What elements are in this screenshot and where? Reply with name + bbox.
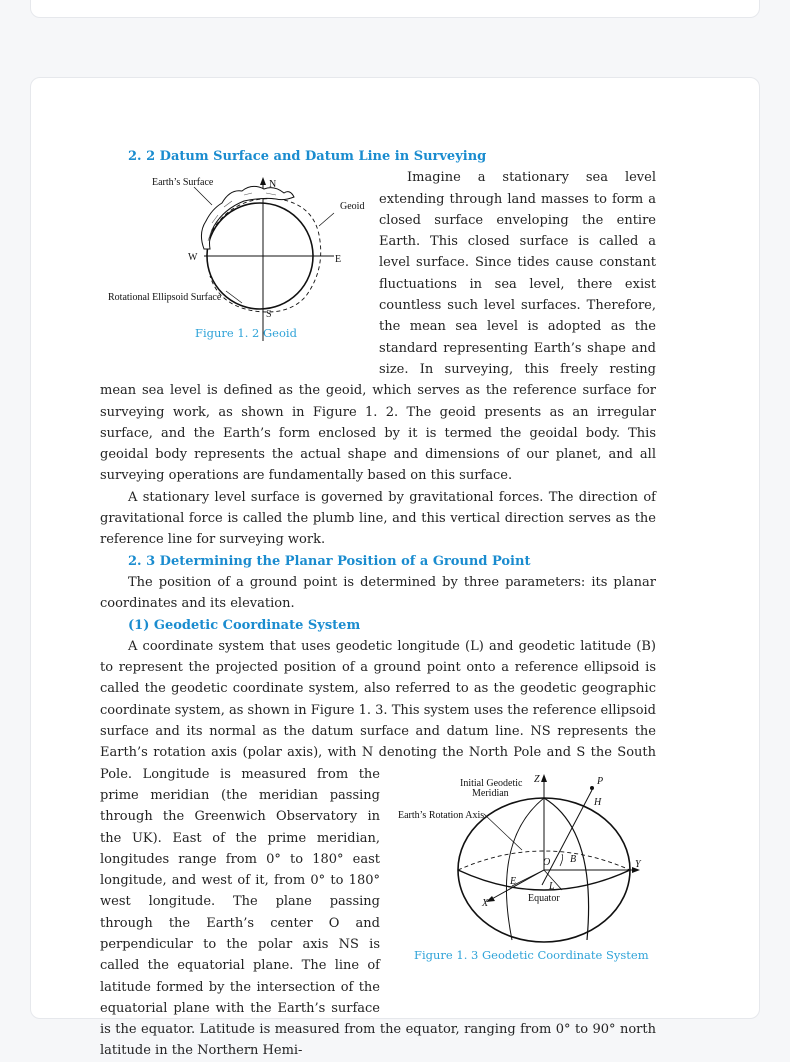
label-z: Z bbox=[534, 774, 540, 785]
label-o: O bbox=[543, 857, 551, 868]
label-initial-meridian-1: Initial Geodetic bbox=[460, 778, 523, 789]
previous-page-card bbox=[30, 0, 760, 18]
paragraph-2-2-a: Imagine a stationary sea level extending through land masses to form a closed surface enveloping the entire Earth. This closed surface is called a level surface. Since tides cause constant fluctuations in sea level, there exist countless such level surfaces. Therefore, the mean sea level is adopted as the standard representing Earth’s shape and size. In surveying, this freely resting mean sea level is defined as the geoid, which serves as the reference surface for surveying work, as shown in Figure 1. 2. The geoid presents as an irregular surface, and the Earth’s form enclosed by it is termed the geoidal body. This geoidal body represents the actual shape and dimensions of our planet, and all surveying operations are fundamentally based on this surface. bbox=[100, 170, 656, 484]
label-west: W bbox=[188, 252, 198, 264]
label-rotation-axis: Earth’s Rotation Axis bbox=[398, 810, 485, 821]
label-b: B bbox=[570, 854, 577, 865]
section-heading-2-3: 2. 3 Determining the Planar Position of a Ground Point bbox=[128, 553, 531, 569]
label-north: N bbox=[269, 179, 277, 191]
section-heading-2-2: 2. 2 Datum Surface and Datum Line in Surveying bbox=[128, 149, 487, 164]
label-ellipsoid: Rotational Ellipsoid Surface bbox=[108, 292, 222, 304]
label-geoid: Geoid bbox=[340, 201, 365, 213]
label-y: Y bbox=[635, 859, 641, 870]
label-east: E bbox=[335, 254, 342, 266]
figure-1-3 bbox=[392, 770, 662, 970]
label-earth-surface: Earth’s Surface bbox=[152, 177, 214, 189]
paragraph-2-3-a: The position of a ground point is determined by three parameters: its planar coordinates and its elevation. bbox=[100, 574, 656, 612]
paragraph-2-2-b: A stationary level surface is governed by gravitational forces. The direction of gravitational force is called the plumb line, and this vertical direction serves as the reference line for surveying work. bbox=[100, 489, 656, 548]
label-h: H bbox=[594, 797, 602, 808]
label-x: X bbox=[482, 898, 489, 909]
figure-1-2 bbox=[94, 171, 379, 361]
label-initial-meridian-2: Meridian bbox=[472, 788, 509, 799]
subheading-geodetic-coordinate-system: (1) Geodetic Coordinate System bbox=[128, 617, 361, 633]
geodetic-system-diagram bbox=[392, 770, 662, 970]
figure-1-2-caption: Figure 1. 2 Geoid bbox=[195, 326, 297, 341]
label-l: L bbox=[549, 881, 555, 892]
label-equator: Equator bbox=[528, 893, 560, 904]
paragraph-2-3-b-text: A coordinate system that uses geodetic longitude (L) and geodetic latitude (B) to represent the projected position of a ground point onto a reference ellipsoid is called the geodetic coordinate system, also referred to as the geodetic geographic coordinate system, as shown in Figure 1. 3. This system uses the reference ellipsoid surface and its normal as the datum surface and datum line. NS represents the Earth’s rotation axis (polar axis), with N denoting the North Pole and S the South Pole. Longitude is measured from the prime meridian (the meridian passing through the Greenwich Observatory in the UK). East of the prime meridian, longitudes range from 0° to 180° east longitude, and west of it, from 0° to 180° west longitude. The plane passing through the Earth’s center O and perpendicular to the polar axis NS is called the equatorial plane. The line of latitude formed by the intersection of the equatorial plane with the Earth’s surface is the equator. Latitude is measured from the equator, ranging from 0° to 90° north latitude in the Northern Hemi- bbox=[100, 638, 656, 1059]
figure-1-3-caption: Figure 1. 3 Geodetic Coordinate System bbox=[414, 948, 649, 962]
label-e: E bbox=[510, 876, 517, 887]
label-south: S bbox=[266, 309, 272, 321]
label-p: P bbox=[597, 776, 604, 787]
